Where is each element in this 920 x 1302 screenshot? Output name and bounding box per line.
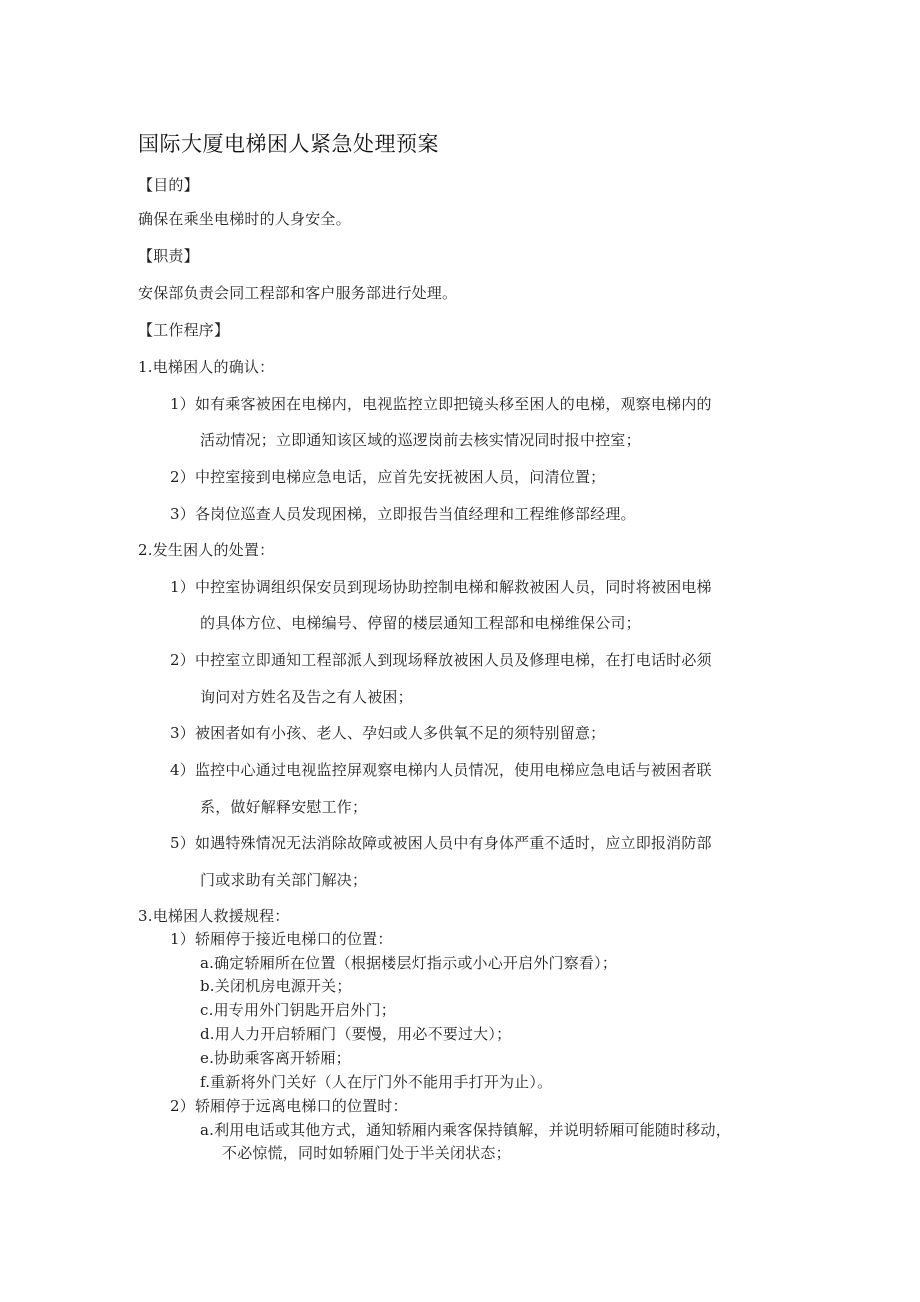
- list-item: 3）各岗位巡查人员发现困梯，立即报告当值经理和工程维修部经理。: [170, 505, 636, 523]
- section1-heading: 1.电梯困人的确认：: [138, 358, 275, 376]
- step-item-continuation: 不必惊慌，同时如轿厢门处于半关闭状态；: [222, 1144, 511, 1162]
- sub-heading: 2）轿厢停于远离电梯口的位置时：: [170, 1097, 408, 1115]
- document-title: 国际大厦电梯困人紧急处理预案: [138, 132, 439, 156]
- step-item: b.关闭机房电源开关；: [200, 977, 352, 995]
- section2-heading: 2.发生困人的处置：: [138, 541, 275, 559]
- purpose-text: 确保在乘坐电梯时的人身安全。: [138, 210, 351, 228]
- list-item: 4）监控中心通过电视监控屏观察电梯内人员情况，使用电梯应急电话与被困者联: [170, 761, 712, 779]
- step-item: c.用专用外门钥匙开启外门；: [200, 1001, 396, 1019]
- procedure-heading: 【工作程序】: [138, 321, 230, 339]
- step-item: a.确定轿厢所在位置（根据楼层灯指示或小心开启外门察看）；: [200, 954, 618, 972]
- list-item: 1）如有乘客被困在电梯内，电视监控立即把镜头移至困人的电梯，观察电梯内的: [170, 395, 712, 413]
- step-item: f.重新将外门关好（人在厅门外不能用手打开为止）。: [200, 1073, 553, 1091]
- list-item: 5）如遇特殊情况无法消除故障或被困人员中有身体严重不适时，应立即报消防部: [170, 834, 712, 852]
- list-item-continuation: 门或求助有关部门解决；: [200, 871, 368, 889]
- list-item-continuation: 询问对方姓名及告之有人被困；: [200, 688, 413, 706]
- step-item: e.协助乘客离开轿厢；: [200, 1049, 351, 1067]
- list-item: 3）被困者如有小孩、老人、孕妇或人多供氧不足的须特别留意；: [170, 724, 606, 742]
- purpose-heading: 【目的】: [138, 176, 199, 194]
- step-item: d.用人力开启轿厢门（要慢，用必不要过大）；: [200, 1025, 512, 1043]
- list-item-continuation: 系，做好解释安慰工作；: [200, 798, 368, 816]
- list-item-continuation: 的具体方位、电梯编号、停留的楼层通知工程部和电梯维保公司；: [200, 614, 641, 632]
- sub-heading: 1）轿厢停于接近电梯口的位置：: [170, 930, 393, 948]
- step-item: a.利用电话或其他方式，通知轿厢内乘客保持镇解，并说明轿厢可能随时移动，: [200, 1121, 731, 1139]
- list-item: 1）中控室协调组织保安员到现场协助控制电梯和解救被困人员，同时将被困电梯: [170, 578, 712, 596]
- list-item: 2）中控室接到电梯应急电话，应首先安抚被困人员，问清位置；: [170, 468, 606, 486]
- list-item: 2）中控室立即通知工程部派人到现场释放被困人员及修理电梯，在打电话时必须: [170, 651, 712, 669]
- duty-text: 安保部负责会同工程部和客户服务部进行处理。: [138, 284, 458, 302]
- list-item-continuation: 活动情况；立即通知该区域的巡逻岗前去核实情况同时报中控室；: [200, 431, 641, 449]
- section3-heading: 3.电梯困人救援规程：: [138, 907, 290, 925]
- duty-heading: 【职责】: [138, 247, 199, 265]
